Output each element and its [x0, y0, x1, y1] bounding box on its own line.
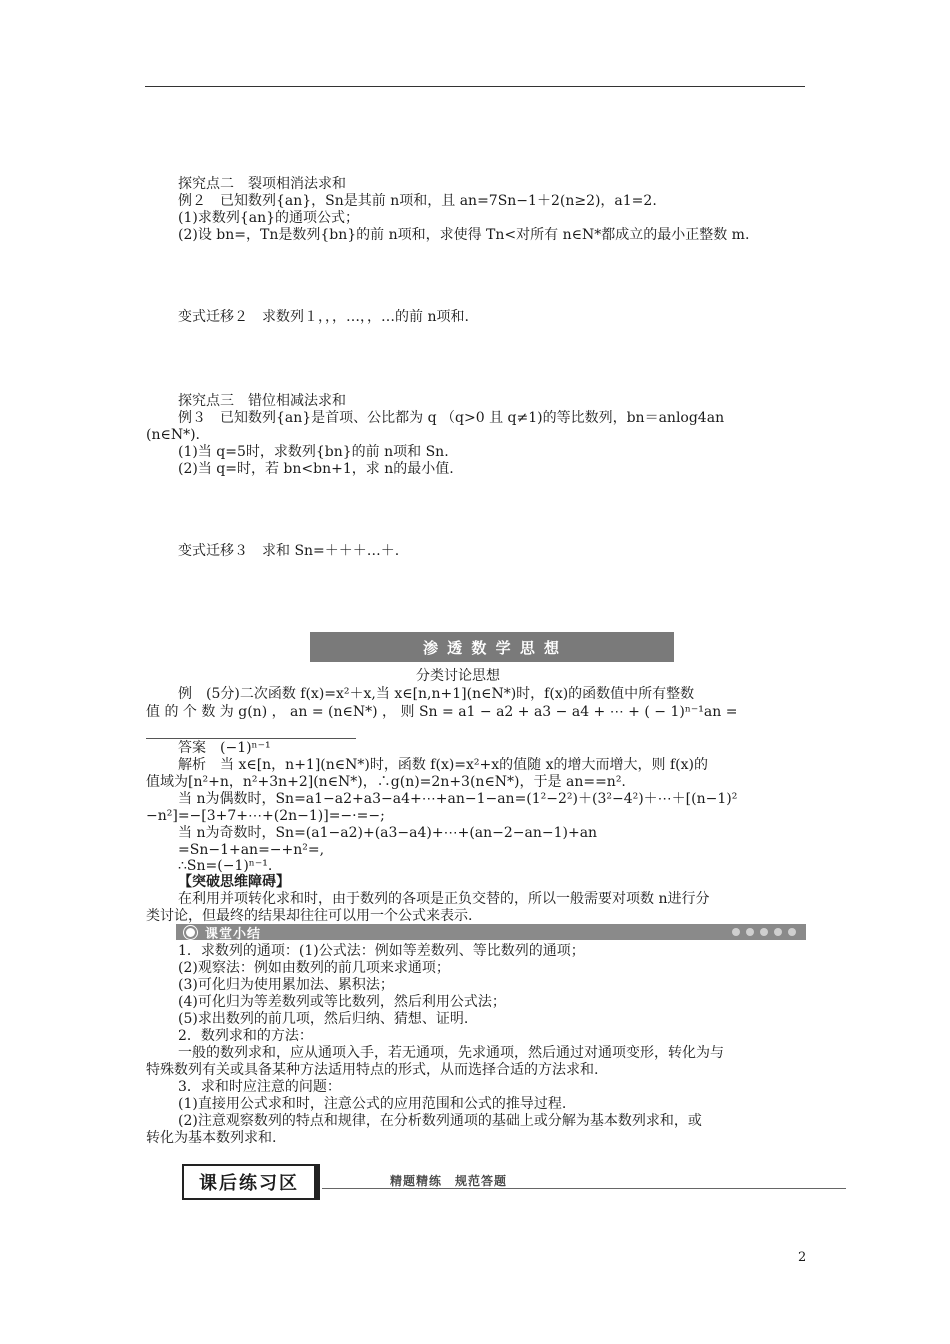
solution-line4: −n²]=−[3+7+⋯+(2n−1)]=−·=−;	[146, 808, 385, 824]
example-3-part1: (1)当 q=5时，求数列{bn}的前 n项和 Sn.	[178, 444, 449, 460]
footer-thick-bar	[314, 1164, 320, 1200]
solution-line6: =Sn−1+an=−+n²=,	[178, 842, 325, 858]
thinking-example-line1: 例 (5分)二次函数 f(x)=x²＋x,当 x∈[n,n+1](n∈N*)时，f(x)的函数值中所有整数	[178, 686, 695, 702]
page-number: 2	[798, 1250, 807, 1265]
summary-line-12: 转化为基本数列求和.	[146, 1130, 277, 1146]
section-banner	[310, 632, 674, 662]
solution-line2: 值域为[n²+n，n²+3n+2](n∈N*)，∴g(n)=2n+3(n∈N*)，于是 an==n².	[146, 774, 626, 790]
answer-blank-rule	[146, 738, 356, 739]
answer-line: 答案 (−1)ⁿ⁻¹	[178, 740, 271, 756]
exercise-zone-subtitle: 精题精练 规范答题	[390, 1174, 508, 1188]
summary-line-8: 特殊数列有关或具备某种方法适用特点的形式，从而选择合适的方法求和.	[146, 1062, 599, 1078]
solution-line7: ∴Sn=(−1)ⁿ⁻¹.	[178, 858, 273, 874]
summary-line-9: 3．求和时应注意的问题：	[178, 1079, 341, 1095]
summary-line-4: (4)可化归为等差数列或等比数列，然后利用公式法；	[178, 994, 506, 1010]
section-heading-3: 探究点三 错位相减法求和	[178, 393, 346, 409]
summary-line-10: (1)直接用公式求和时，注意公式的应用范围和公式的推导过程.	[178, 1096, 567, 1112]
bullet-circle-icon	[184, 926, 197, 939]
breakthrough-line2: 类讨论，但最终的结果却往往可以用一个公式来表示.	[146, 908, 473, 924]
variant-exercise-3: 变式迁移３ 求和 Sn=＋＋＋…＋.	[178, 543, 400, 559]
variant-exercise-2: 变式迁移２ 求数列１，，，…，，…的前 n项和.	[178, 309, 469, 325]
decorative-dots-icon	[732, 928, 796, 936]
example-3-condition: (n∈N*).	[146, 427, 201, 443]
summary-line-3: (3)可化归为使用累加法、累积法；	[178, 977, 394, 993]
summary-line-1: 1．求数列的通项：(1)公式法：例如等差数列、等比数列的通项；	[178, 943, 585, 959]
example-2-part2: (2)设 bn=，Tn是数列{bn}的前 n项和，求使得 Tn<对所有 n∈N*都成立的最小正整数 m.	[178, 227, 750, 243]
summary-line-11: (2)注意观察数列的特点和规律，在分析数列通项的基础上或分解为基本数列求和，或	[178, 1113, 702, 1129]
breakthrough-heading: 【突破思维障碍】	[178, 874, 290, 890]
summary-line-2: (2)观察法：例如由数列的前几项来求通项；	[178, 960, 450, 976]
thinking-subtitle: 分类讨论思想	[416, 668, 500, 684]
banner-title: 渗 透 数 学 思 想	[422, 638, 562, 657]
thinking-example-line2: 值 的 个 数 为 g(n) ， an = (n∈N*) ， 则 Sn = a1 − a2 + a3 − a4 + ⋯ + ( − 1)ⁿ⁻¹an =	[146, 704, 738, 720]
header-rule	[145, 86, 805, 87]
example-2-statement: 例２ 已知数列{an}，Sn是其前 n项和，且 an=7Sn−1＋2(n≥2)，a1=2.	[178, 193, 657, 209]
example-2-part1: (1)求数列{an}的通项公式；	[178, 210, 360, 226]
solution-line1: 解析 当 x∈[n，n+1](n∈N*)时，函数 f(x)=x²+x的值随 x的增大而增大，则 f(x)的	[178, 757, 708, 773]
section-heading-2: 探究点二 裂项相消法求和	[178, 176, 346, 192]
example-3-part2: (2)当 q=时，若 bn<bn+1，求 n的最小值.	[178, 461, 454, 477]
breakthrough-line1: 在利用并项转化求和时，由于数列的各项是正负交替的，所以一般需要对项数 n进行分	[178, 891, 710, 907]
summary-bar-label: 课堂小结	[205, 926, 262, 942]
summary-line-5: (5)求出数列的前几项，然后归纳、猜想、证明.	[178, 1011, 469, 1027]
solution-line5: 当 n为奇数时，Sn=(a1−a2)+(a3−a4)+⋯+(an−2−an−1)+an	[178, 825, 598, 841]
solution-line3: 当 n为偶数时，Sn=a1−a2+a3−a4+⋯+an−1−an=(1²−2²)＋(3²−4²)＋⋯＋[(n−1)²	[178, 791, 738, 807]
summary-bar	[176, 924, 806, 940]
summary-line-7: 一般的数列求和，应从通项入手，若无通项，先求通项，然后通过对通项变形，转化为与	[178, 1045, 724, 1061]
exercise-zone-box	[182, 1164, 316, 1200]
example-3-statement: 例３ 已知数列{an}是首项、公比都为 q （q>0 且 q≠1)的等比数列，bn＝anlog4an	[178, 410, 725, 426]
summary-line-6: 2．数列求和的方法：	[178, 1028, 313, 1044]
exercise-zone-label: 课后练习区	[199, 1173, 299, 1194]
